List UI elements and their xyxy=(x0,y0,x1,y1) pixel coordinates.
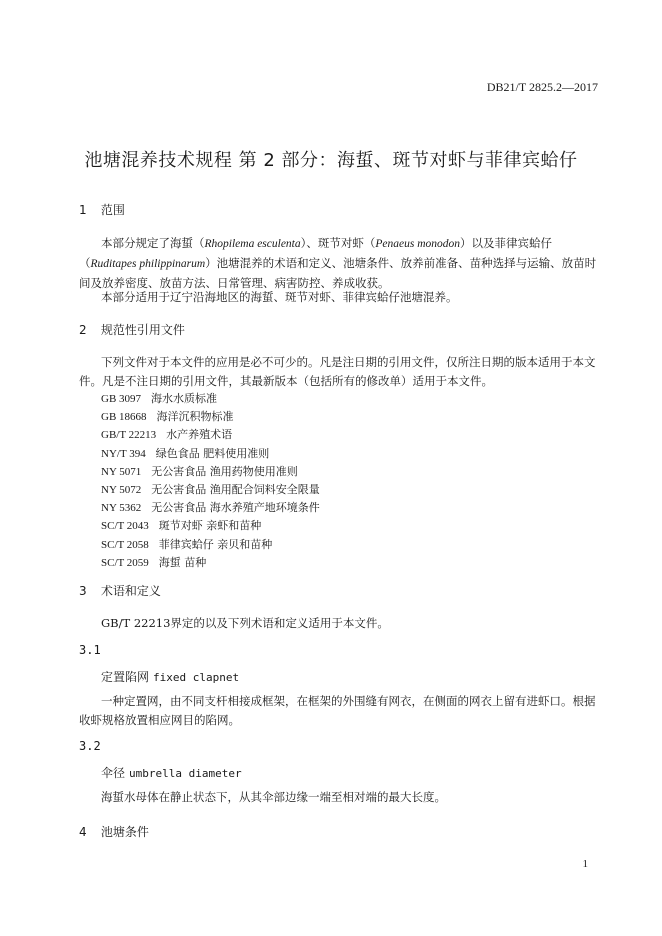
references-intro: 下列文件对于本文件的应用是必不可少的。凡是注日期的引用文件，仅所注日期的版本适用于本文件。凡是不注日期的引用文件，其最新版本（包括所有的修改单）适用于本文件。 xyxy=(79,355,596,388)
section-2-heading xyxy=(79,321,185,338)
section-title: 池塘条件 xyxy=(100,825,149,839)
standard-code: DB21/T 2825.2—2017 xyxy=(486,80,598,94)
scope-paragraph-1: 本部分规定了海蜇（Rhopilema esculenta）、斑节对虾（Penaeus monodon）以及菲律宾蛤仔（Ruditapes philippinarum）池塘混养的术语和定义、池塘条件、放养前准备、苗种选择与运输、放苗时间及放养密度、放苗方法、日常管理、病害防控、养成收获。 xyxy=(79,236,597,290)
term-definition: 一种定置网，由不同支杆相接成框架，在框架的外围缝有网衣，在侧面的网衣上留有进虾口。根据收虾规格放置相应网目的陷网。 xyxy=(79,694,596,727)
species-name: Ruditapes philippinarum xyxy=(90,258,206,270)
term-number: 3.1 xyxy=(79,643,101,657)
species-name: Penaeus monodon xyxy=(375,238,461,250)
reference-item: NY 5071 无公害食品 渔用药物使用准则 xyxy=(101,464,298,478)
section-number: 3 xyxy=(79,584,87,598)
reference-item: SC/T 2059 海蜇 苗种 xyxy=(101,555,207,569)
reference-item: GB 3097 海水水质标准 xyxy=(101,392,218,405)
reference-item: SC/T 2043 斑节对虾 亲虾和苗种 xyxy=(101,519,262,533)
term-number: 3.2 xyxy=(79,739,101,753)
section-number: 1 xyxy=(79,203,87,217)
scope-paragraph-2: 本部分适用于辽宁沿海地区的海蜇、斑节对虾、菲律宾蛤仔池塘混养。 xyxy=(101,290,458,304)
section-1-heading xyxy=(79,201,125,218)
reference-item: GB/T 22213 水产养殖术语 xyxy=(101,428,233,442)
reference-item: GB 18668 海洋沉积物标准 xyxy=(101,410,234,424)
page-number: 1 xyxy=(582,858,588,870)
section-number: 2 xyxy=(79,323,87,337)
section-title: 规范性引用文件 xyxy=(100,323,185,337)
section-3-heading xyxy=(79,582,161,599)
reference-item: NY 5362 无公害食品 海水养殖产地环境条件 xyxy=(101,501,320,515)
section-title: 术语和定义 xyxy=(100,584,161,598)
reference-list xyxy=(101,390,320,572)
terms-intro: GB/T 22213界定的以及下列术语和定义适用于本文件。 xyxy=(101,616,389,630)
section-number: 4 xyxy=(79,825,87,839)
reference-item: SC/T 2058 菲律宾蛤仔 亲贝和苗种 xyxy=(101,537,273,551)
section-title: 范围 xyxy=(100,203,125,217)
term-definition: 海蜇水母体在静止状态下，从其伞部边缘一端至相对端的最大长度。 xyxy=(101,790,446,804)
document-title: 池塘混养技术规程 第 2 部分：海蜇、斑节对虾与菲律宾蛤仔 xyxy=(84,150,578,171)
term-heading: 伞径 umbrella diameter xyxy=(101,766,242,780)
species-name: Rhopilema esculenta xyxy=(204,238,301,250)
reference-item: NY/T 394 绿色食品 肥料使用准则 xyxy=(101,446,270,460)
term-heading: 定置陷网 fixed clapnet xyxy=(101,670,240,684)
section-4-heading xyxy=(79,823,149,840)
reference-item: NY 5072 无公害食品 渔用配合饲料安全限量 xyxy=(101,483,320,497)
